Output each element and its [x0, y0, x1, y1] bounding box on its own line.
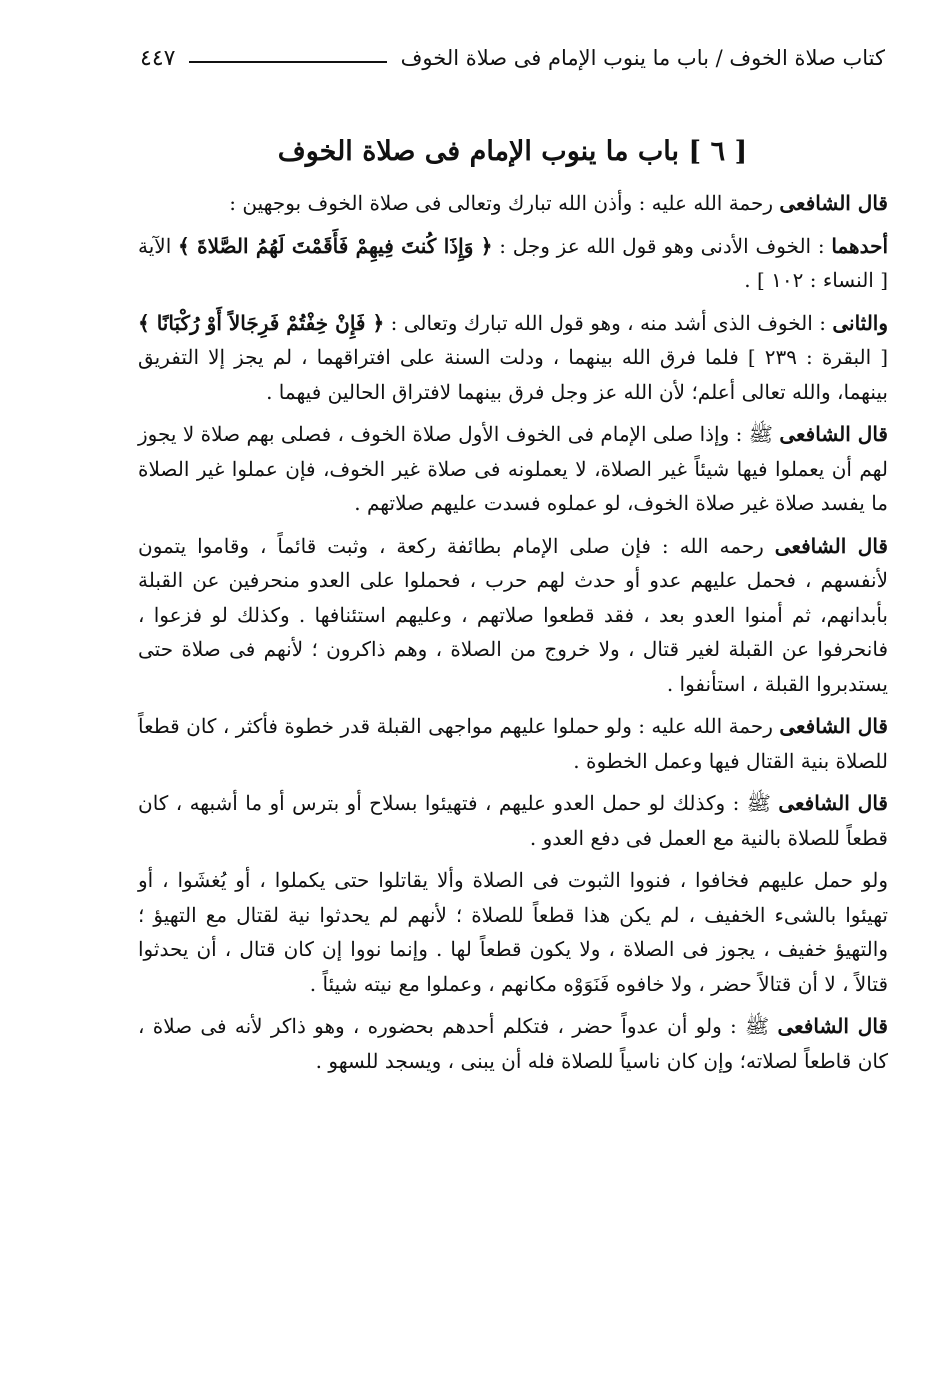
- paragraph-text: : الخوف الذى أشد منه ، وهو قول الله تبارك وتعالى :: [384, 310, 833, 335]
- paragraph-lead: أحدهما: [831, 233, 889, 258]
- paragraph-3: [138, 306, 888, 410]
- running-title: كتاب صلاة الخوف / باب ما ينوب الإمام فى صلاة الخوف: [400, 46, 885, 70]
- paragraph-1: [138, 186, 888, 221]
- running-header: [140, 40, 885, 76]
- paragraph-text: رحمة الله عليه : وأذن الله تبارك وتعالى فى صلاة الخوف بوجهين :: [229, 191, 780, 215]
- paragraph-9: [138, 1009, 888, 1078]
- paragraph-6: [138, 709, 888, 778]
- paragraph-text: رحمه الله : فإن صلى الإمام بطائفة ركعة ، وثبت قائماً ، وقاموا يتمون لأنفسهم ، فحمل عليهم عدو أو حدث لهم حرب ، فحملوا على العدو منحرفين عن القبلة بأبدانهم، ثم أمنوا العدو بعد ، فقد قطعوا صلاتهم ، وعليهم استئنافها . وكذلك لو فزعوا ، فانحرفوا عن القبلة لغير قتال ، ولا خروج من الصلاة ، وهم ذاكرون ؛ لأنهم فى صلاة حتى يستدبروا القبلة ، استأنفوا .: [138, 533, 888, 696]
- body-text: [138, 186, 888, 1086]
- paragraph-text: ﷺ : وإذا صلى الإمام فى الخوف الأول صلاة الخوف ، فصلى بهم صلاة لا يجوز لهم أن يعملوا فيها شيئاً غير الصلاة، لا يعملونه فى صلاة غير الخوف، فإن عملوا غير الصلاة ما يفسد صلاة غير صلاة الخوف، لو عملوه فسدت عليهم صلاتهم .: [138, 422, 888, 515]
- paragraph-lead: قال الشافعى: [777, 1014, 888, 1038]
- paragraph-lead: قال الشافعى: [774, 533, 888, 558]
- paragraph-2: [138, 229, 888, 298]
- paragraph-8: [138, 863, 888, 1001]
- quran-quote: ﴿ وَإِذَا كُنتَ فِيهِمْ فَأَقَمْتَ لَهُمُ الصَّلاةَ ﴾: [178, 233, 493, 258]
- paragraph-lead: قال الشافعى: [779, 191, 888, 215]
- paragraph-lead: والثانى: [832, 310, 889, 335]
- paragraph-lead: قال الشافعى: [778, 791, 888, 815]
- paragraph-lead: قال الشافعى: [779, 714, 888, 738]
- paragraph-5: [138, 529, 888, 702]
- paragraph-text: ﷺ : وكذلك لو حمل العدو عليهم ، فتهيئوا بسلاح أو بترس أو ما أشبهه ، كان قطعاً للصلاة بالنية مع العمل فى دفع العدو .: [138, 791, 888, 850]
- paragraph-text: رحمة الله عليه : ولو حملوا عليهم مواجهى القبلة قدر خطوة فأكثر ، كان قطعاً للصلاة بنية القتال فيها وعمل الخطوة .: [138, 714, 888, 773]
- paragraph-text: ولو حمل عليهم فخافوا ، فنووا الثبوت فى الصلاة وألا يقاتلوا حتى يكملوا ، أو يُغشَوا ، أو تهيئوا بالشىء الخفيف ، لم يكن هذا قطعاً للصلاة ؛ لأنهم لم يحدثوا نية لقتال مع التهيؤ ؛ والتهيؤ خفيف ، يجوز فى الصلاة ، ولا يكون قطعاً لها . وإنما نووا إن كان قتال ، أن يحدثوا قتالاً ، لا أن قتالاً حضر ، ولا خافوه فَنَوَوْه مكانهم ، وعملوا مع نيته شيئاً .: [138, 868, 888, 996]
- paragraph-lead: قال الشافعى: [779, 422, 888, 446]
- header-rule: [189, 61, 386, 63]
- paragraph-text: : الخوف الأدنى وهو قول الله عز وجل :: [492, 233, 832, 258]
- paragraph-7: [138, 786, 888, 855]
- quran-quote: ﴿ فَإِنْ خِفْتُمْ فَرِجَالاً أَوْ رُكْبَانًا ﴾: [138, 310, 385, 335]
- paragraph-4: [138, 417, 888, 521]
- paragraph-tail: [ البقرة : ٢٣٩ ] فلما فرق الله بينهما ، ودلت السنة على افتراقهما ، لم يجز إلا التفريق بينهما، والله تعالى أعلم؛ لأن الله عز وجل فرق بينهما لافتراق الحالين فيهما .: [138, 345, 888, 404]
- paragraph-text: ﷺ : ولو أن عدواً حضر ، فتكلم أحدهم بحضوره ، وهو ذاكر لأنه فى صلاة ، كان قاطعاً لصلاته؛ وإن كان ناسياً للصلاة فله أن يبنى ، ويسجد للسهو .: [138, 1014, 888, 1073]
- paragraph-tail: الآية [ النساء : ١٠٢ ] .: [138, 233, 888, 292]
- page-number: ٤٤٧: [140, 45, 176, 71]
- chapter-heading: [ ٦ ] باب ما ينوب الإمام فى صلاة الخوف: [277, 136, 748, 167]
